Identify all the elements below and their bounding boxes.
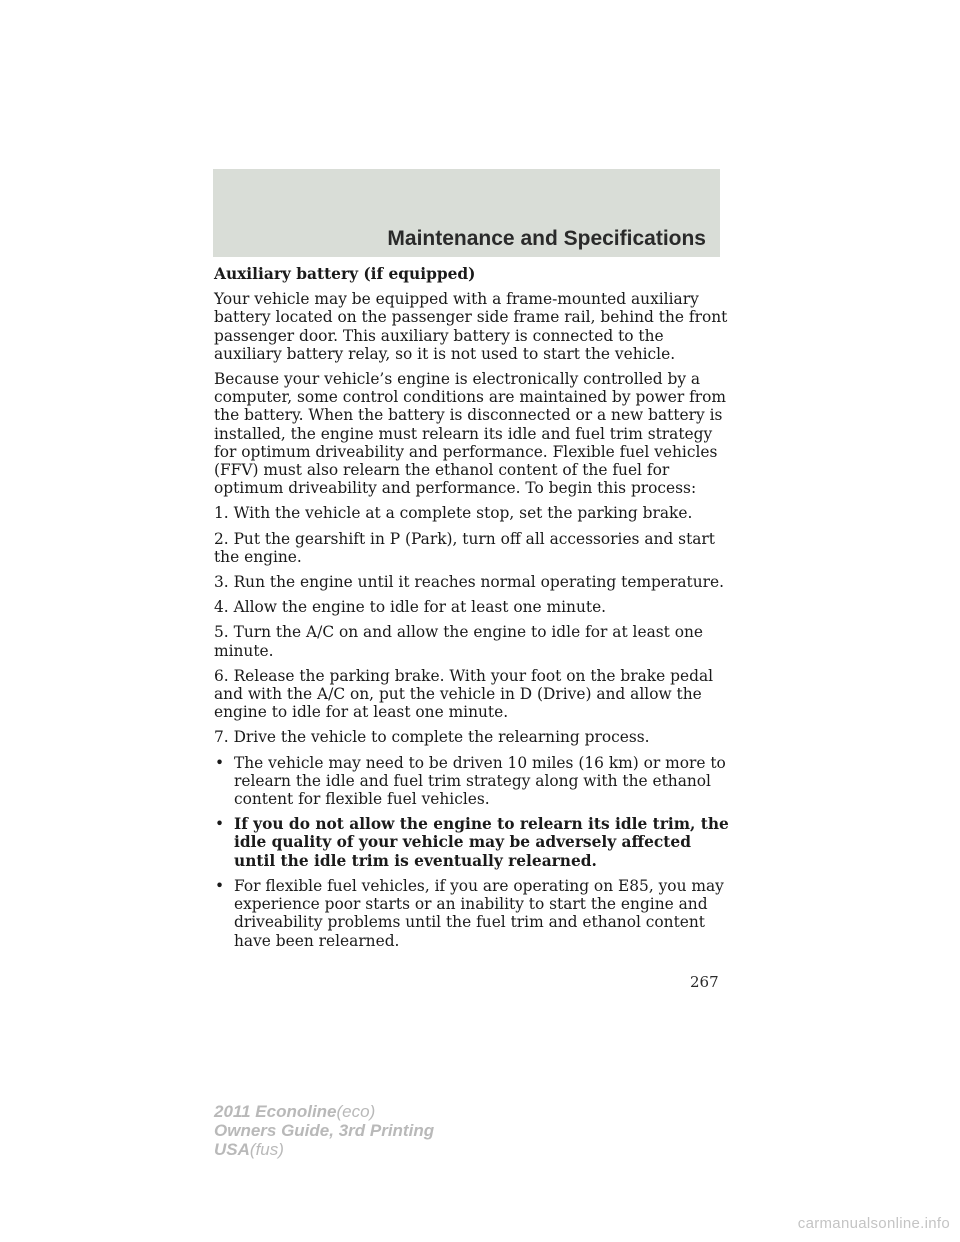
page-content (214, 265, 730, 957)
footer-market-code: (fus) (249, 1140, 284, 1159)
footer-line-market (214, 1140, 434, 1159)
step-item: 2. Put the gearshift in P (Park), turn off all accessories and start the engine. (214, 529, 715, 566)
section-header-band (213, 169, 720, 257)
bullet-item (214, 754, 730, 809)
footer-model-name: 2011 Econoline (214, 1102, 337, 1121)
footer-guide-edition: Owners Guide, 3rd Printing (214, 1121, 435, 1140)
bullet-list (214, 754, 730, 950)
bullet-text: The vehicle may need to be driven 10 miles (16 km) or more to relearn the idle and fuel trim strategy along with the ethanol content for flexible fuel vehicles. (234, 753, 726, 809)
footer-line-guide (214, 1121, 434, 1140)
bullet-text-warning: If you do not allow the engine to relearn its idle trim, the idle quality of your vehicle may be adversely affected until the idle trim is eventually relearned. (234, 815, 729, 870)
bullet-item (214, 877, 730, 950)
bullet-icon: • (215, 815, 225, 834)
footer-printing-info (214, 1102, 434, 1159)
step-item: 1. With the vehicle at a complete stop, set the parking brake. (214, 504, 693, 523)
page-number: 267 (690, 973, 719, 991)
footer-model-code: (eco) (336, 1102, 376, 1121)
bullet-icon: • (215, 876, 225, 895)
step-item: 6. Release the parking brake. With your foot on the brake pedal and with the A/C on, put the vehicle in D (Drive) and allow the engine to idle for at least one minute. (214, 666, 714, 722)
bullet-icon: • (215, 753, 225, 772)
step-item: 5. Turn the A/C on and allow the engine to idle for at least one minute. (214, 623, 704, 660)
footer-market: USA (214, 1140, 250, 1159)
bullet-item (214, 815, 730, 870)
paragraph: Because your vehicle’s engine is electronically controlled by a computer, some control conditions are maintained by power from the battery. When the battery is disconnected or a new battery is installed, the engine must relearn its idle and fuel trim strategy for optimum driveability and performance. Flexible fuel vehicles (FFV) must also relearn the ethanol content of the fuel for optimum driveability and performance. To begin this process: (214, 370, 727, 498)
subsection-heading: Auxiliary battery (if equipped) (214, 265, 476, 283)
step-item: 7. Drive the vehicle to complete the relearning process. (214, 728, 650, 747)
section-title: Maintenance and Specifications (387, 227, 706, 250)
bullet-text: For flexible fuel vehicles, if you are operating on E85, you may experience poor starts or an inability to start the engine and driveability problems until the fuel trim and ethanol content have been relearned. (234, 876, 724, 950)
paragraph: Your vehicle may be equipped with a frame-mounted auxiliary battery located on the passenger side frame rail, behind the front passenger door. This auxiliary battery is connected to the auxiliary battery relay, so it is not used to start the vehicle. (214, 290, 728, 363)
footer-line-model (214, 1102, 434, 1121)
step-item: 3. Run the engine until it reaches normal operating temperature. (214, 573, 724, 592)
step-item: 4. Allow the engine to idle for at least one minute. (214, 598, 607, 617)
watermark-text: carmanualsonline.info (797, 1215, 950, 1232)
